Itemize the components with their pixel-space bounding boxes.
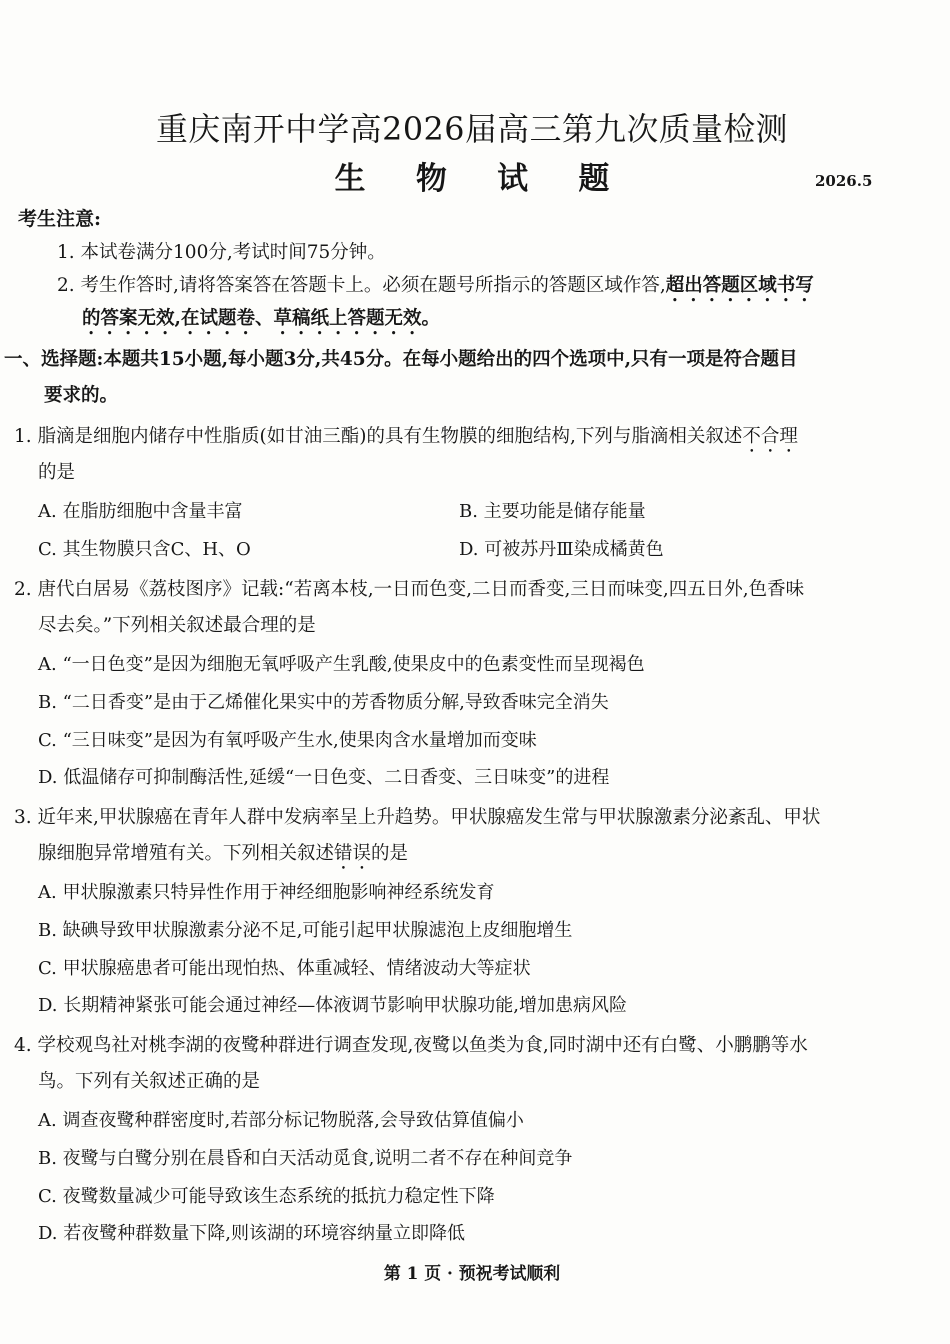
subject-title: 生 物 试 题 [334,161,630,197]
q1-stem-cont: 的是 [38,462,76,483]
q3-stem-tail: 的是 [371,843,409,864]
q2-option-b: B. “二日香变”是由于乙烯催化果实中的芳香物质分解,导致香味完全消失 [38,692,609,713]
q3-option-a: A. 甲状腺激素只特异性作用于神经细胞影响神经系统发育 [38,882,495,903]
q4-stem: 4. 学校观鸟社对桃李湖的夜鹭种群进行调查发现,夜鹭以鱼类为食,同时湖中还有白鹭、小鹏鹏等水 [14,1035,808,1056]
q3-stem-cont [38,839,408,874]
q4-option-d: D. 若夜鹭种群数量下降,则该湖的环境容纳量立即降低 [38,1223,465,1244]
notice-rule-2-emphasis: 超出答题区域书写 [665,275,814,296]
exam-title: 重庆南开中学高2026届高三第九次质量检测 [156,110,788,148]
q2-option-c: C. “三日味变”是因为有氧呼吸产生水,使果肉含水量增加而变味 [38,730,537,751]
page-footer: 第 1 页 · 预祝考试顺利 [383,1264,561,1284]
notice-rule-1: 1. 本试卷满分100分,考试时间75分钟。 [57,242,386,263]
exam-date: 2026.5 [815,172,873,190]
notice-rule-2-text: 2. 考生作答时,请将答案答在答题卡上。必须在题号所指示的答题区域作答, [57,275,666,296]
q3-stem-emphasis: 错误 [334,843,372,864]
q1-stem-emphasis: 不合理 [742,426,798,447]
q4-stem-cont: 鸟。下列有关叙述正确的是 [38,1071,261,1092]
notice-rule-2-cont [82,304,440,339]
q2-option-a: A. “一日色变”是因为细胞无氧呼吸产生乳酸,使果皮中的色素变性而呈现褐色 [38,654,645,675]
notice-rule-2-emphasis-cont: 的答案无效,在试题卷、草稿纸上答题无效。 [82,308,440,329]
section-heading: 一、选择题:本题共15小题,每小题3分,共45分。在每小题给出的四个选项中,只有一项是符合题目 [4,349,798,370]
q1-option-c: C. 其生物膜只含C、H、O [38,539,251,560]
q1-option-b: B. 主要功能是储存能量 [459,501,646,522]
q3-option-c: C. 甲状腺癌患者可能出现怕热、体重减轻、情绪波动大等症状 [38,958,531,979]
q1-stem-text: 1. 脂滴是细胞内储存中性脂质(如甘油三酯)的具有生物膜的细胞结构,下列与脂滴相关叙述 [14,426,743,447]
q2-stem-cont: 尽去矣。”下列相关叙述最合理的是 [38,615,316,636]
q4-option-c: C. 夜鹭数量减少可能导致该生态系统的抵抗力稳定性下降 [38,1186,495,1207]
q4-option-a: A. 调查夜鹭种群密度时,若部分标记物脱落,会导致估算值偏小 [38,1110,524,1131]
q3-stem: 3. 近年来,甲状腺癌在青年人群中发病率呈上升趋势。甲状腺癌发生常与甲状腺激素分泌紊乱、甲状 [14,807,821,828]
notice-heading: 考生注意: [18,208,102,230]
q2-stem: 2. 唐代白居易《荔枝图序》记载:“若离本枝,一日而色变,二日而香变,三日而味变,四五日外,色香味 [14,579,805,600]
q3-stem-text: 腺细胞异常增殖有关。下列相关叙述 [38,843,335,864]
q3-option-d: D. 长期精神紧张可能会通过神经—体液调节影响甲状腺功能,增加患病风险 [38,995,627,1016]
q4-option-b: B. 夜鹭与白鹭分别在晨昏和白天活动觅食,说明二者不存在种间竞争 [38,1148,573,1169]
q1-option-d: D. 可被苏丹Ⅲ染成橘黄色 [459,539,664,560]
q3-option-b: B. 缺碘导致甲状腺激素分泌不足,可能引起甲状腺滤泡上皮细胞增生 [38,920,573,941]
section-heading-cont: 要求的。 [44,385,119,406]
q1-stem [14,422,798,457]
q1-option-a: A. 在脂肪细胞中含量丰富 [38,501,243,522]
notice-rule-2 [57,271,814,306]
q2-option-d: D. 低温储存可抑制酶活性,延缓“一日色变、二日香变、三日味变”的进程 [38,767,610,788]
